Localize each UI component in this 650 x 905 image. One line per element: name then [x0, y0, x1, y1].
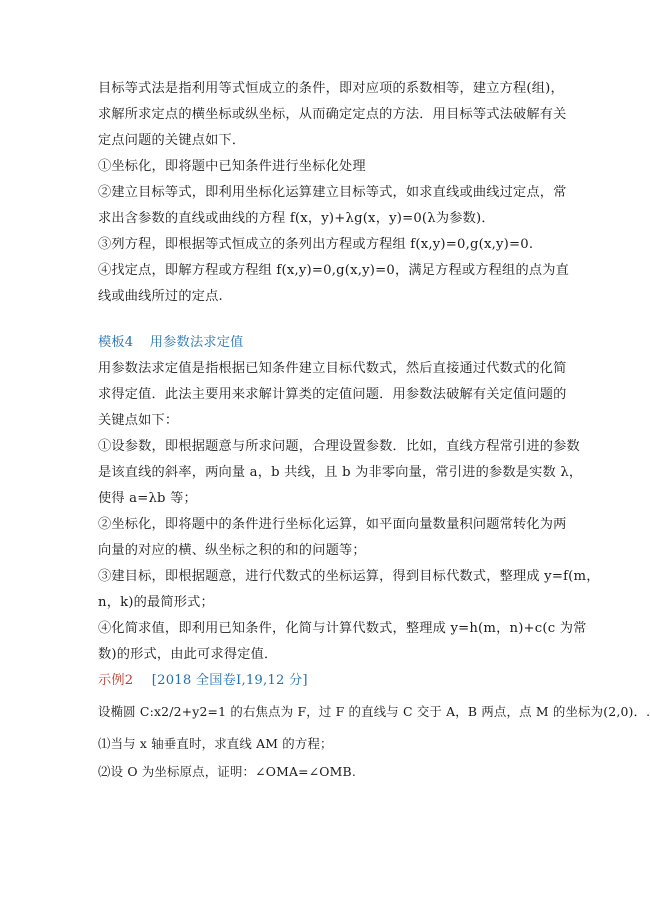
example-source: [2018 全国卷Ⅰ,19,12 分] [151, 673, 308, 688]
example-label: 示例2 [98, 673, 134, 688]
paragraph-2-line-1: 用参数法求定值是指根据已知条件建立目标代数式，然后直接通过代数式的化简 [98, 361, 567, 376]
step-2-1: ①设参数，即根据题意与所求问题，合理设置参数．比如，直线方程常引进的参数 [98, 439, 580, 454]
step-1-2: ②建立目标等式，即利用坐标化运算建立目标等式，如求直线或曲线过定点，常 [98, 185, 567, 200]
step-1-1: ①坐标化，即将题中已知条件进行坐标化处理 [98, 159, 366, 174]
step-2-1-cont: 是该直线的斜率，两向量 a，b 共线，且 b 为非零向量，常引进的参数是实数 λ， [98, 465, 583, 480]
step-1-3: ③列方程，即根据等式恒成立的条列出方程或方程组 f(x,y)=0,g(x,y)=0. [98, 237, 534, 252]
paragraph-2-line-2: 求得定值．此法主要用来求解计算类的定值问题．用参数法破解有关定值问题的 [98, 387, 567, 402]
paragraph-1-line-3: 定点问题的关键点如下． [98, 133, 246, 148]
step-2-1-cont2: 使得 a=λb 等； [98, 491, 197, 506]
step-1-2-cont: 求出含参数的直线或曲线的方程 f(x，y)+λg(x，y)=0(λ为参数)． [98, 211, 495, 226]
paragraph-1-line-1: 目标等式法是指利用等式恒成立的条件，即对应项的系数相等，建立方程(组)， [98, 81, 564, 96]
template-4-heading [98, 334, 558, 352]
step-2-2: ②坐标化，即将题中的条件进行坐标化运算，如平面向量数量积问题常转化为两 [98, 517, 567, 532]
template-number: 模板4 [98, 335, 134, 350]
step-2-4-cont: 数)的形式，由此可求得定值． [98, 647, 278, 662]
template-title: 用参数法求定值 [149, 335, 244, 350]
step-2-4: ④化简求值，即利用已知条件，化简与计算代数式，整理成 y=h(m，n)+c(c 为常 [98, 621, 587, 636]
paragraph-1-line-2: 求解所求定点的横坐标或纵坐标，从而确定定点的方法．用目标等式法破解有关 [98, 107, 567, 122]
example-2-question-2: ⑵设 O 为坐标原点，证明：∠OMA=∠OMB. [98, 764, 356, 779]
step-1-4-cont: 线或曲线所过的定点. [98, 289, 223, 304]
step-1-4: ④找定点，即解方程或方程组 f(x,y)=0,g(x,y)=0，满足方程或方程组的点为直 [98, 263, 569, 278]
step-2-3-cont: n，k)的最简形式； [98, 595, 214, 610]
example-2-header [98, 672, 558, 690]
step-2-3: ③建目标，即根据题意，进行代数式的坐标运算，得到目标代数式，整理成 y=f(m， [98, 569, 600, 584]
example-2-question-1: ⑴当与 x 轴垂直时，求直线 AM 的方程； [98, 736, 333, 751]
paragraph-2-line-3: 关键点如下： [98, 413, 179, 428]
example-2-problem: 设椭圆 C:x2/2+y2=1 的右焦点为 F，过 F 的直线与 C 交于 A，B 两点，点 M 的坐标为(2,0)．. [98, 704, 650, 719]
step-2-2-cont: 向量的对应的横、纵坐标之积的和的问题等； [98, 543, 366, 558]
